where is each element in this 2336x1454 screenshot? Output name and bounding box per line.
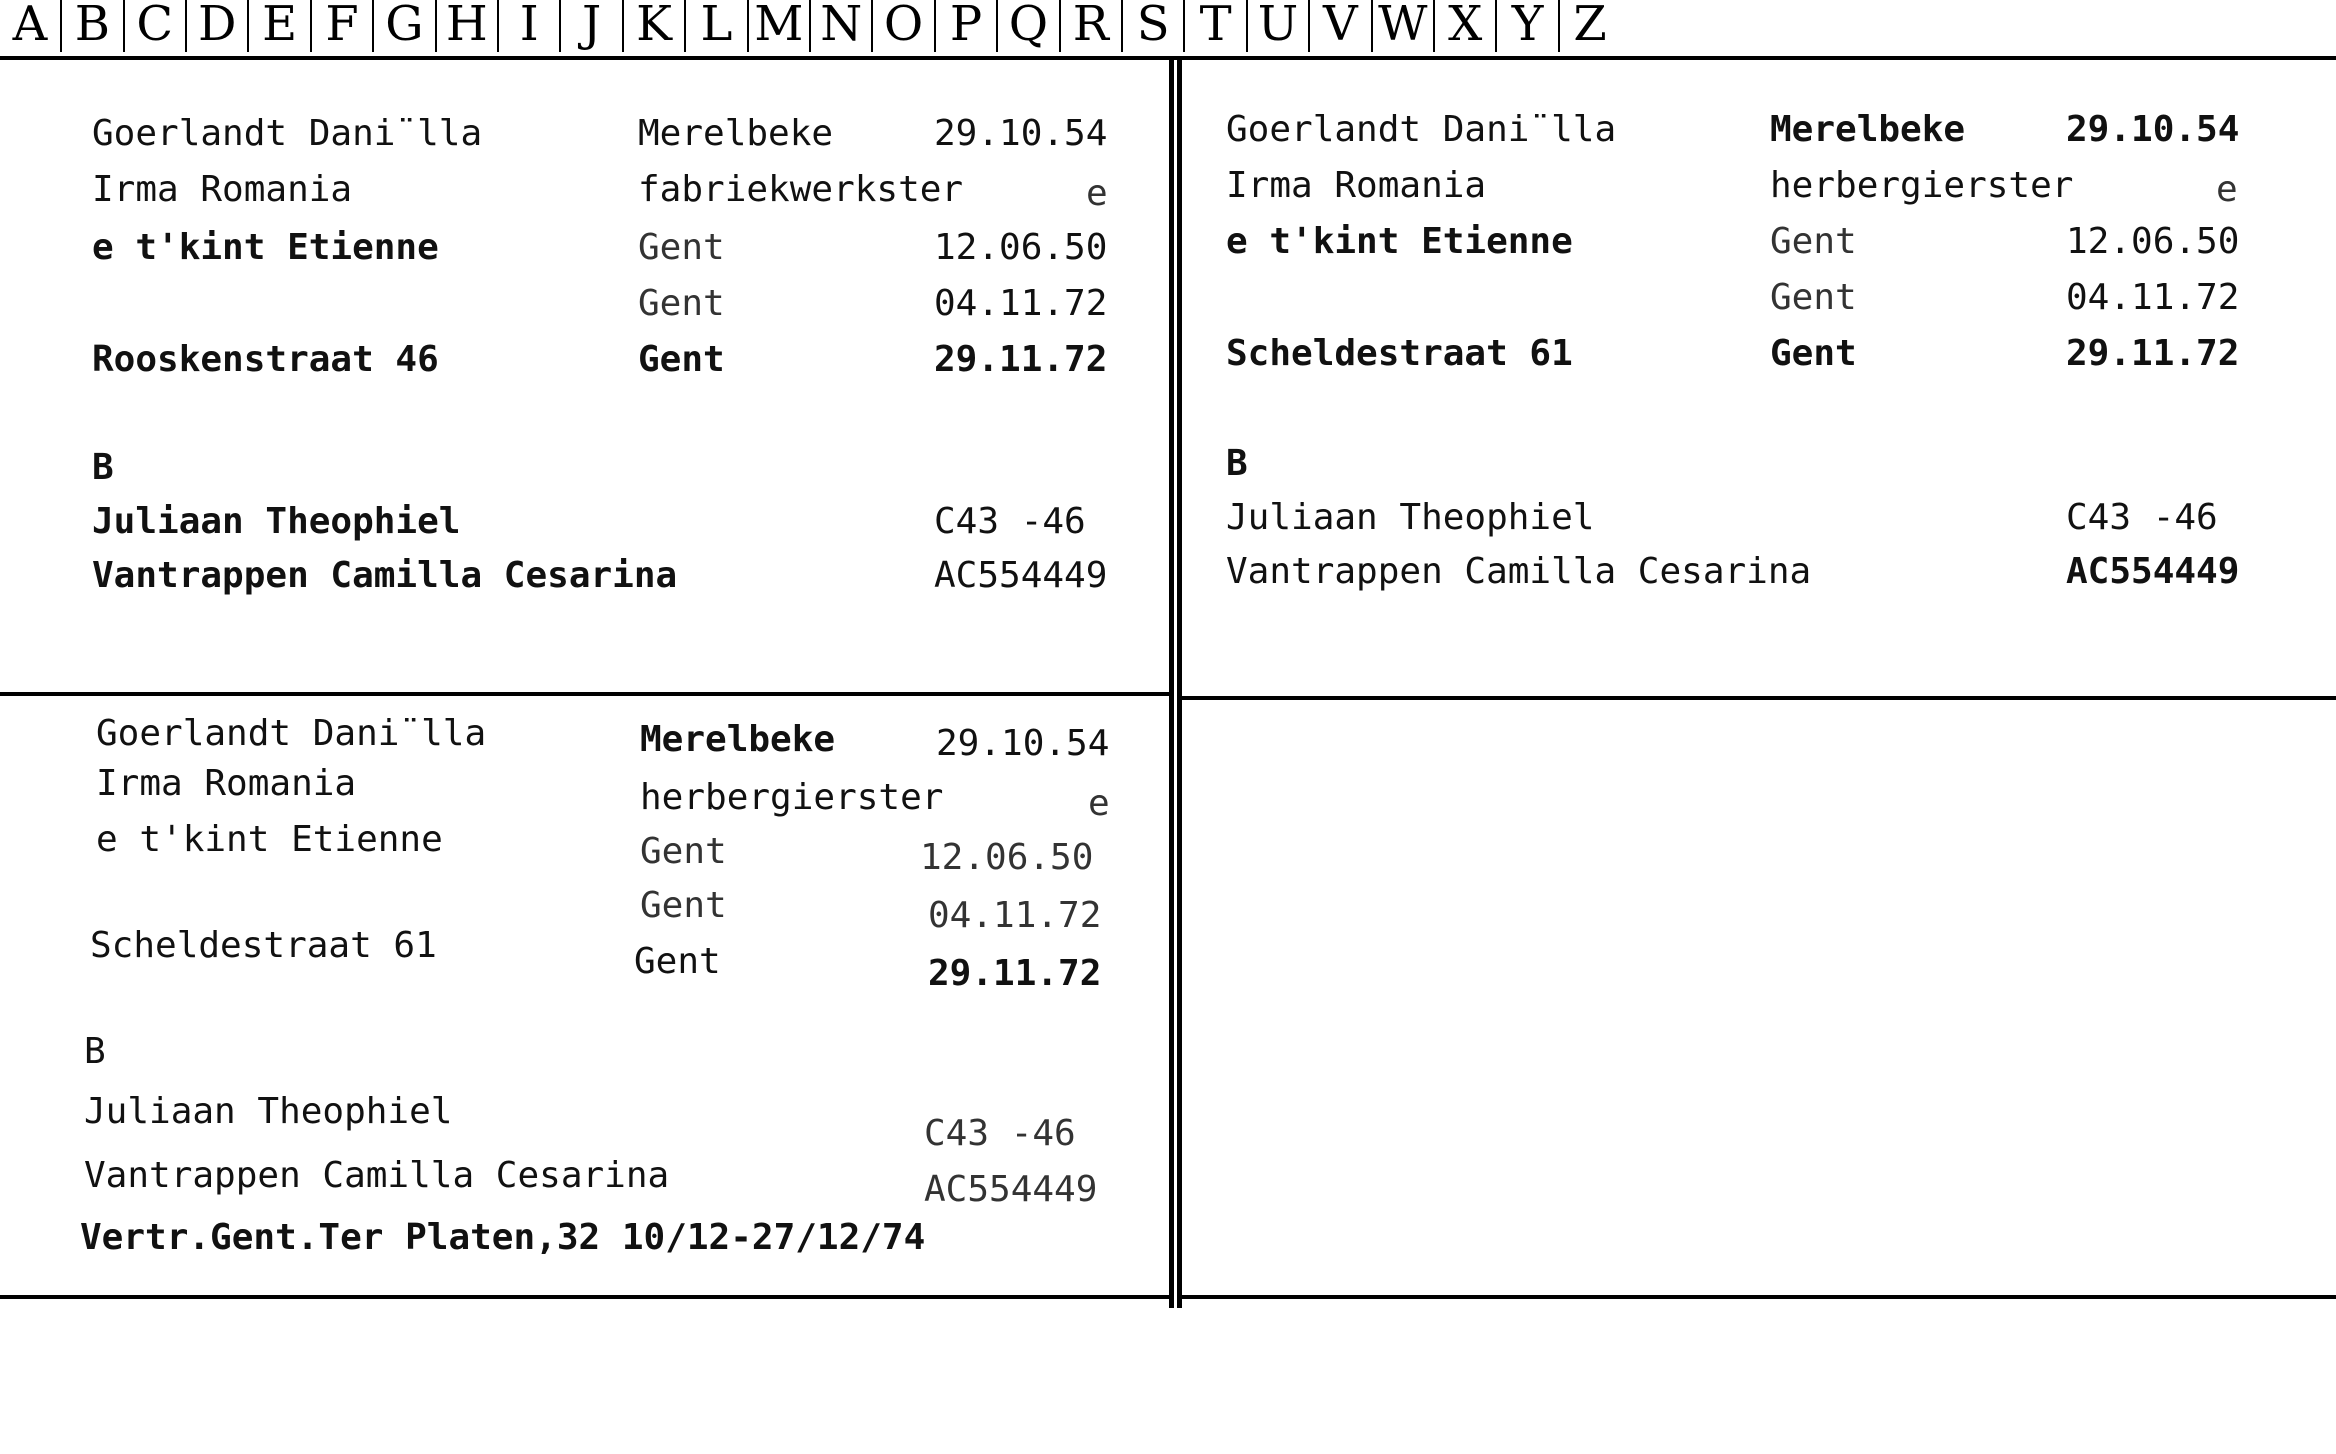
index-letter-z: Z [1573, 0, 1607, 52]
section-letter: B [92, 447, 114, 488]
index-letter-y: Y [1511, 0, 1544, 52]
place-1: Gent [638, 227, 725, 268]
index-letter-v: V [1323, 0, 1358, 52]
spouse-name: e t'kint Etienne [92, 227, 439, 268]
record-card-3 [0, 696, 1168, 1294]
record-card-2 [1182, 0, 2336, 694]
index-letter-h: H [445, 0, 488, 52]
index-letter-m: M [754, 0, 804, 52]
occupation-suffix: e [2216, 169, 2238, 210]
index-letter-i: I [519, 0, 539, 52]
date-3: 29.11.72 [2066, 333, 2240, 374]
departure-note: Vertr.Gent.Ter Platen,32 10/12-27/12/74 [80, 1217, 926, 1258]
section-letter: B [84, 1031, 106, 1072]
birth-date: 29.10.54 [2066, 109, 2240, 150]
index-letter-f: F [325, 0, 359, 52]
bottom-divider-left [0, 1295, 1172, 1299]
vertical-divider-left [1169, 56, 1174, 1308]
row-divider-right [1180, 696, 2336, 700]
code-1: C43 -46 [2066, 497, 2218, 538]
place-2: Gent [638, 283, 725, 324]
index-letter-k: K [636, 0, 672, 52]
place-3: Gent [638, 339, 725, 380]
index-letter-d: D [197, 0, 237, 52]
person-given-names: Irma Romania [96, 763, 357, 804]
father-name: Juliaan Theophiel [84, 1091, 453, 1132]
occupation: fabriekwerkster [638, 169, 964, 210]
index-letter-q: Q [1008, 0, 1049, 52]
father-name: Juliaan Theophiel [1226, 497, 1595, 538]
place-1: Gent [1770, 221, 1857, 262]
bottom-divider-right [1180, 1295, 2336, 1299]
address: Rooskenstraat 46 [92, 339, 439, 380]
index-letter-a: A [12, 0, 48, 52]
index-letter-r: R [1072, 0, 1109, 52]
index-letter-o: O [883, 0, 924, 52]
person-given-names: Irma Romania [92, 169, 353, 210]
person-given-names: Irma Romania [1226, 165, 1487, 206]
index-letter-s: S [1136, 0, 1170, 52]
index-letter-w: W [1378, 0, 1428, 52]
birth-place: Merelbeke [1770, 109, 1966, 150]
index-letter-x: X [1448, 0, 1483, 52]
index-letter-c: C [136, 0, 174, 52]
place-2: Gent [640, 885, 727, 926]
index-letter-t: T [1199, 0, 1232, 52]
record-card-1 [0, 0, 1168, 690]
index-letter-p: P [949, 0, 983, 52]
date-2: 04.11.72 [928, 895, 1102, 936]
person-name: Goerlandt Dani¨lla [92, 113, 483, 154]
code-2: AC554449 [2066, 551, 2240, 592]
index-letter-l: L [700, 0, 733, 52]
date-3: 29.11.72 [934, 339, 1108, 380]
father-name: Juliaan Theophiel [92, 501, 461, 542]
occupation-suffix: e [1086, 173, 1108, 214]
place-3: Gent [634, 941, 721, 982]
place-2: Gent [1770, 277, 1857, 318]
spouse-name: e t'kint Etienne [96, 819, 443, 860]
date-1: 12.06.50 [2066, 221, 2240, 262]
spouse-name: e t'kint Etienne [1226, 221, 1573, 262]
index-letter-j: J [581, 0, 602, 52]
date-3: 29.11.72 [928, 953, 1102, 994]
birth-place: Merelbeke [638, 113, 834, 154]
code-1: C43 -46 [934, 501, 1086, 542]
code-2: AC554449 [924, 1169, 1098, 1210]
index-letter-u: U [1257, 0, 1299, 52]
occupation: herbergierster [1770, 165, 2074, 206]
date-1: 12.06.50 [920, 837, 1094, 878]
person-name: Goerlandt Dani¨lla [96, 713, 487, 754]
section-letter: B [1226, 443, 1248, 484]
birth-date: 29.10.54 [934, 113, 1108, 154]
mother-name: Vantrappen Camilla Cesarina [92, 555, 678, 596]
index-letter-b: B [74, 0, 111, 52]
index-letter-n: N [820, 0, 863, 52]
person-name: Goerlandt Dani¨lla [1226, 109, 1617, 150]
code-2: AC554449 [934, 555, 1108, 596]
occupation-suffix: e [1088, 783, 1110, 824]
mother-name: Vantrappen Camilla Cesarina [84, 1155, 670, 1196]
date-2: 04.11.72 [934, 283, 1108, 324]
mother-name: Vantrappen Camilla Cesarina [1226, 551, 1812, 592]
code-1: C43 -46 [924, 1113, 1076, 1154]
birth-place: Merelbeke [640, 719, 836, 760]
date-2: 04.11.72 [2066, 277, 2240, 318]
occupation: herbergierster [640, 777, 944, 818]
index-letter-g: G [385, 0, 424, 52]
index-letter-e: E [262, 0, 298, 52]
address: Scheldestraat 61 [90, 925, 437, 966]
date-1: 12.06.50 [934, 227, 1108, 268]
place-3: Gent [1770, 333, 1857, 374]
birth-date: 29.10.54 [936, 723, 1110, 764]
address: Scheldestraat 61 [1226, 333, 1573, 374]
place-1: Gent [640, 831, 727, 872]
